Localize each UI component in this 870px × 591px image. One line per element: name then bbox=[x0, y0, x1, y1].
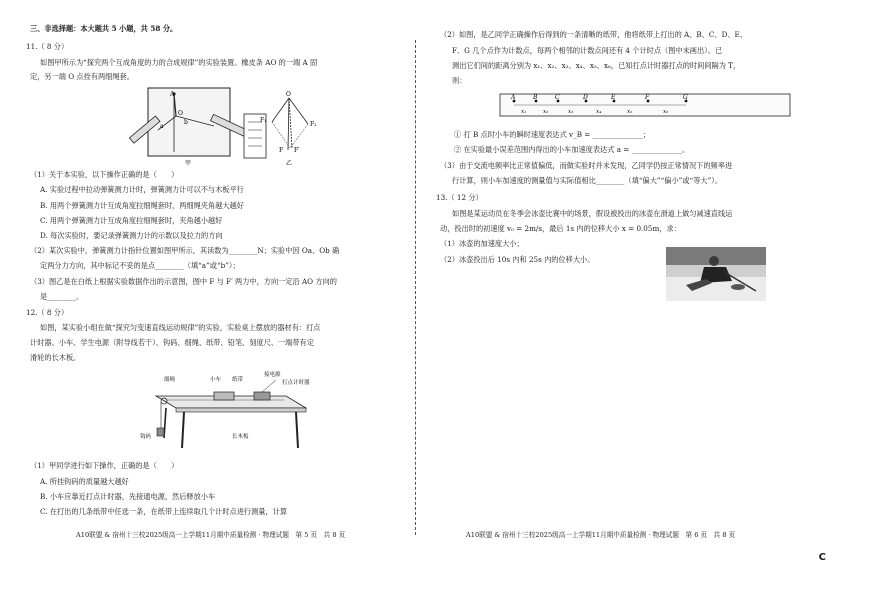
q11-option-a: A. 实验过程中拉动弹簧测力计时，弹簧测力计可以不与木板平行 bbox=[40, 185, 244, 194]
fig-caption-yi: 乙 bbox=[286, 160, 293, 167]
q11-option-d: D. 每次实验时，要记录弹簧测力计的示数以及拉力的方向 bbox=[40, 231, 223, 240]
tape-segment-label: x₃ bbox=[568, 109, 574, 115]
tape-segment-label: x₄ bbox=[596, 109, 602, 115]
q12-part2: 测出它们间的距离分别为 x₁、x₂、x₃、x₄、x₅、x₆，已知打点计时器打点的时间间隔为 T， bbox=[452, 61, 741, 70]
tape-point-label: A bbox=[511, 94, 516, 101]
q12-sub2: ② 在实验最小误差范围内得出的小车加速度表达式 a = ______________。 bbox=[454, 145, 690, 154]
fig-label-a: a bbox=[160, 123, 164, 130]
q13-part1: （1）冰壶的加速度大小； bbox=[440, 239, 524, 248]
label-tape: 纸带 bbox=[232, 377, 244, 383]
fig-label-F2: F₂ bbox=[310, 121, 317, 128]
q12-option-a: A. 所挂钩码的质量越大越好 bbox=[40, 477, 129, 486]
fig-label-F1: F₁ bbox=[260, 117, 267, 124]
tape-segment-label: x₅ bbox=[627, 109, 633, 115]
fig-label-Fprime: F′ bbox=[294, 147, 300, 154]
tape-point-label: D bbox=[583, 94, 588, 101]
q12-part2: F、G 几个点作为计数点，每两个相邻的计数点间还有 4 个计时点（图中未画出）。已 bbox=[452, 46, 723, 55]
q12-sub1: ① 打 B 点时小车的瞬时速度表达式 v_B = ______________； bbox=[454, 130, 651, 139]
right-page bbox=[436, 0, 842, 591]
q11-part3: （3）图乙是在白纸上根据实验数据作出的示意图，图中 F 与 F′ 两力中，方向一定沿 AO 方向的 bbox=[30, 277, 337, 286]
label-board: 长木板 bbox=[232, 434, 249, 440]
fig-caption-jia: 甲 bbox=[185, 160, 192, 166]
label-cart: 小车 bbox=[210, 377, 222, 383]
label-weight: 钩码 bbox=[140, 434, 152, 440]
fig-label-O2: O bbox=[286, 91, 291, 98]
q12-option-b: B. 小车应靠近打点计时器，先接通电源，然后释放小车 bbox=[40, 492, 216, 501]
q12-part3: 行计算，则小车加速度的测量值与实际值相比________（填“偏大”“偏小”或“等大”）。 bbox=[452, 176, 723, 185]
q13-header: 13.（ 12 分） bbox=[436, 193, 483, 202]
q11-option-c: C. 用两个弹簧测力计互成角度拉细绳套时，夹角越小越好 bbox=[40, 216, 223, 225]
fig-label-b: b bbox=[184, 119, 188, 126]
q12-apparatus-figure bbox=[136, 368, 316, 450]
section-title: 三、非选择题：本大题共 5 小题，共 58 分。 bbox=[30, 24, 178, 33]
q11-header: 11.（ 8 分） bbox=[26, 42, 69, 51]
tape-segment-label: x₂ bbox=[543, 109, 549, 115]
q12-intro-line: 滑轮的长木板。 bbox=[30, 353, 81, 362]
q12-part3: （3）由于交流电频率比正常值偏低，而做实验时并未发现，乙同学仍按正常情况下的频率进 bbox=[440, 161, 733, 170]
q11-intro-line: 如图甲所示为“探究两个互成角度的力的合成规律”的实验装置。橡皮条 AO 的一端 A 固 bbox=[40, 58, 318, 67]
q12-option-c: C. 在打出的几条纸带中任选一条，在纸带上连续取几个计时点进行测量，计算 bbox=[40, 507, 288, 516]
q11-part3: 是________。 bbox=[40, 292, 84, 301]
right-footer: A10联盟 & 宿州十三校2025级高一上学期11月期中质量检测 · 物理试题 第 6 页 共 8 页 bbox=[466, 531, 736, 539]
q11-part2: （2）某次实验中，弹簧测力计指针位置如图甲所示，其读数为________N；实验中因 Oa、Ob 确 bbox=[30, 246, 340, 255]
tape-point-label: G bbox=[683, 94, 688, 101]
fig-label-F: F bbox=[279, 147, 284, 154]
label-rope: 细绳 bbox=[164, 377, 176, 383]
q13-part2: （2）冰壶投出后 10s 内和 25s 内的位移大小。 bbox=[440, 255, 595, 264]
label-plug: 接电源 bbox=[264, 372, 281, 378]
q13-intro-line: 动，投出时的初速度 v₀ = 2m/s，最后 1s 内的位移大小 x = 0.05m，求： bbox=[440, 224, 681, 233]
page-divider bbox=[415, 40, 416, 535]
left-footer: A10联盟 & 宿州十三校2025级高一上学期11月期中质量检测 · 物理试题 第 5 页 共 8 页 bbox=[76, 531, 346, 539]
left-page bbox=[26, 0, 408, 591]
label-timer: 打点计时器 bbox=[282, 380, 310, 386]
q12-part1: （1）甲同学进行如下操作，正确的是（ ） bbox=[30, 461, 179, 470]
q12-intro-line: 计时器、小车、学生电源（附导线若干）、钩码、细绳、纸带、铅笔、刻度尺、一端带有定 bbox=[30, 338, 314, 347]
q12-part2: 则： bbox=[452, 76, 467, 85]
q11-part1: （1）关于本实验，以下操作正确的是（ ） bbox=[30, 170, 179, 179]
q12-part2: （2）如图，是乙同学正确操作后得到的一条清晰的纸带，他将纸带上打出的 A、B、C、D、E、 bbox=[440, 30, 747, 39]
curling-photo bbox=[666, 247, 766, 301]
q11-figure-yi bbox=[254, 88, 334, 168]
fig-label-A: A bbox=[170, 91, 175, 98]
corner-mark: C bbox=[818, 552, 826, 563]
tape-segment-label: x₁ bbox=[521, 109, 527, 115]
q12-header: 12.（ 8 分） bbox=[26, 308, 69, 317]
q11-part2: 定两分力方向，其中标记不妥的是点________（填“a”或“b”）； bbox=[40, 261, 240, 270]
q11-intro-line: 定，另一端 O 点拴有两细绳套。 bbox=[30, 72, 134, 81]
paper-tape-figure bbox=[498, 88, 798, 122]
q12-intro-line: 如图，某实验小组在做“探究匀变速直线运动规律”的实验，实验桌上摆放的器材有：打点 bbox=[40, 323, 321, 332]
tape-point-label: B bbox=[533, 94, 538, 101]
tape-point-label: F bbox=[645, 94, 650, 101]
tape-point-label: C bbox=[555, 94, 560, 101]
q13-intro-line: 如图是某运动员在冬季会冰壶比赛中的场景，假设被投出的冰壶在滑道上做匀减速直线运 bbox=[452, 209, 733, 218]
q11-option-b: B. 用两个弹簧测力计互成角度拉细绳套时，两细绳夹角越大越好 bbox=[40, 201, 244, 210]
tape-segment-label: x₆ bbox=[663, 109, 669, 115]
tape-point-label: E bbox=[611, 94, 616, 101]
fig-label-O: O bbox=[178, 110, 183, 117]
